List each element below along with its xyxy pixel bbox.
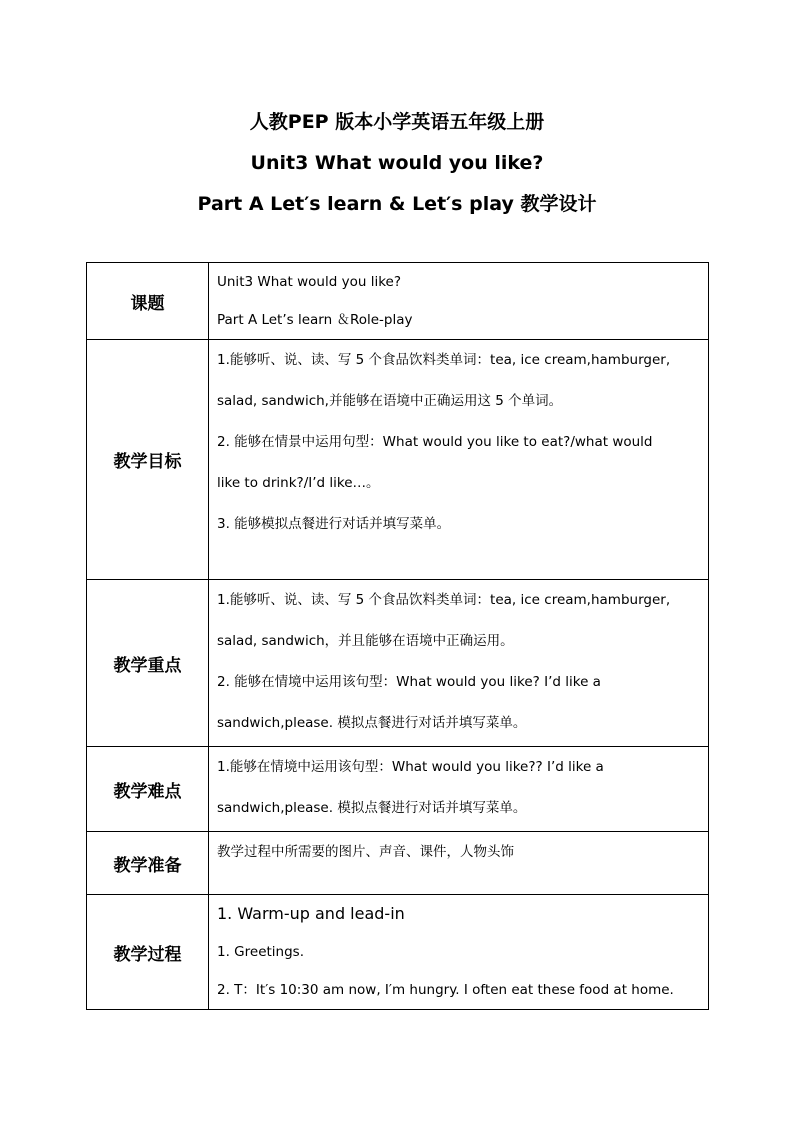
content-line: 1.能够听、说、读、写 5 个食品饮料类单词：tea, ice cream,hamburger, xyxy=(217,592,671,608)
title-line-1: 人教PEP 版本小学英语五年级上册 xyxy=(249,111,545,133)
content-line: salad, sandwich,并能够在语境中正确运用这 5 个单词。 xyxy=(217,393,563,409)
content-line: 2. T：It′s 10:30 am now, I′m hungry. I often eat these food at home. xyxy=(217,982,674,998)
table-row-objectives xyxy=(87,340,709,580)
content-line: 1.能够在情境中运用该句型：What would you like?? I’d like a xyxy=(217,759,604,775)
content-line: like to drink?/I’d like…。 xyxy=(217,475,380,491)
content-line: Unit3 What would you like? xyxy=(217,274,401,290)
row-label-key-points: 教学重点 xyxy=(87,580,209,747)
table-row-process xyxy=(87,895,709,1010)
process-heading: 1. Warm-up and lead-in xyxy=(217,904,405,923)
content-line: 教学过程中所需要的图片、声音、课件，人物头饰 xyxy=(217,844,514,860)
table-row-key-points xyxy=(87,580,709,747)
document-title xyxy=(0,102,794,225)
content-line: salad, sandwich，并且能够在语境中正确运用。 xyxy=(217,633,514,649)
content-line: sandwich,please. 模拟点餐进行对话并填写菜单。 xyxy=(217,715,527,731)
row-content-key-points xyxy=(209,580,709,747)
row-label-topic: 课题 xyxy=(87,263,209,340)
content-line: 2. 能够在情境中运用该句型：What would you like? I’d like a xyxy=(217,674,601,690)
row-content-objectives xyxy=(209,340,709,580)
content-line: 2. 能够在情景中运用句型：What would you like to eat?/what would xyxy=(217,434,653,450)
table-row-topic xyxy=(87,263,709,340)
title-line-2: Unit3 What would you like? xyxy=(250,152,544,174)
lesson-plan-table xyxy=(86,262,709,1010)
content-line: sandwich,please. 模拟点餐进行对话并填写菜单。 xyxy=(217,800,527,816)
row-label-objectives: 教学目标 xyxy=(87,340,209,580)
content-line: 3. 能够模拟点餐进行对话并填写菜单。 xyxy=(217,516,451,532)
row-content-preparation xyxy=(209,832,709,895)
table-row-preparation xyxy=(87,832,709,895)
table-row-difficulties xyxy=(87,747,709,832)
row-label-process: 教学过程 xyxy=(87,895,209,1010)
row-content-topic xyxy=(209,263,709,340)
row-label-preparation: 教学准备 xyxy=(87,832,209,895)
content-line: Part A Let’s learn ＆Role-play xyxy=(217,312,413,328)
row-content-difficulties xyxy=(209,747,709,832)
content-line: 1. Greetings. xyxy=(217,944,304,960)
row-label-difficulties: 教学难点 xyxy=(87,747,209,832)
content-line: 1.能够听、说、读、写 5 个食品饮料类单词：tea, ice cream,hamburger, xyxy=(217,352,671,368)
title-line-3: Part A Let′s learn & Let′s play 教学设计 xyxy=(197,193,597,215)
row-content-process xyxy=(209,895,709,1010)
